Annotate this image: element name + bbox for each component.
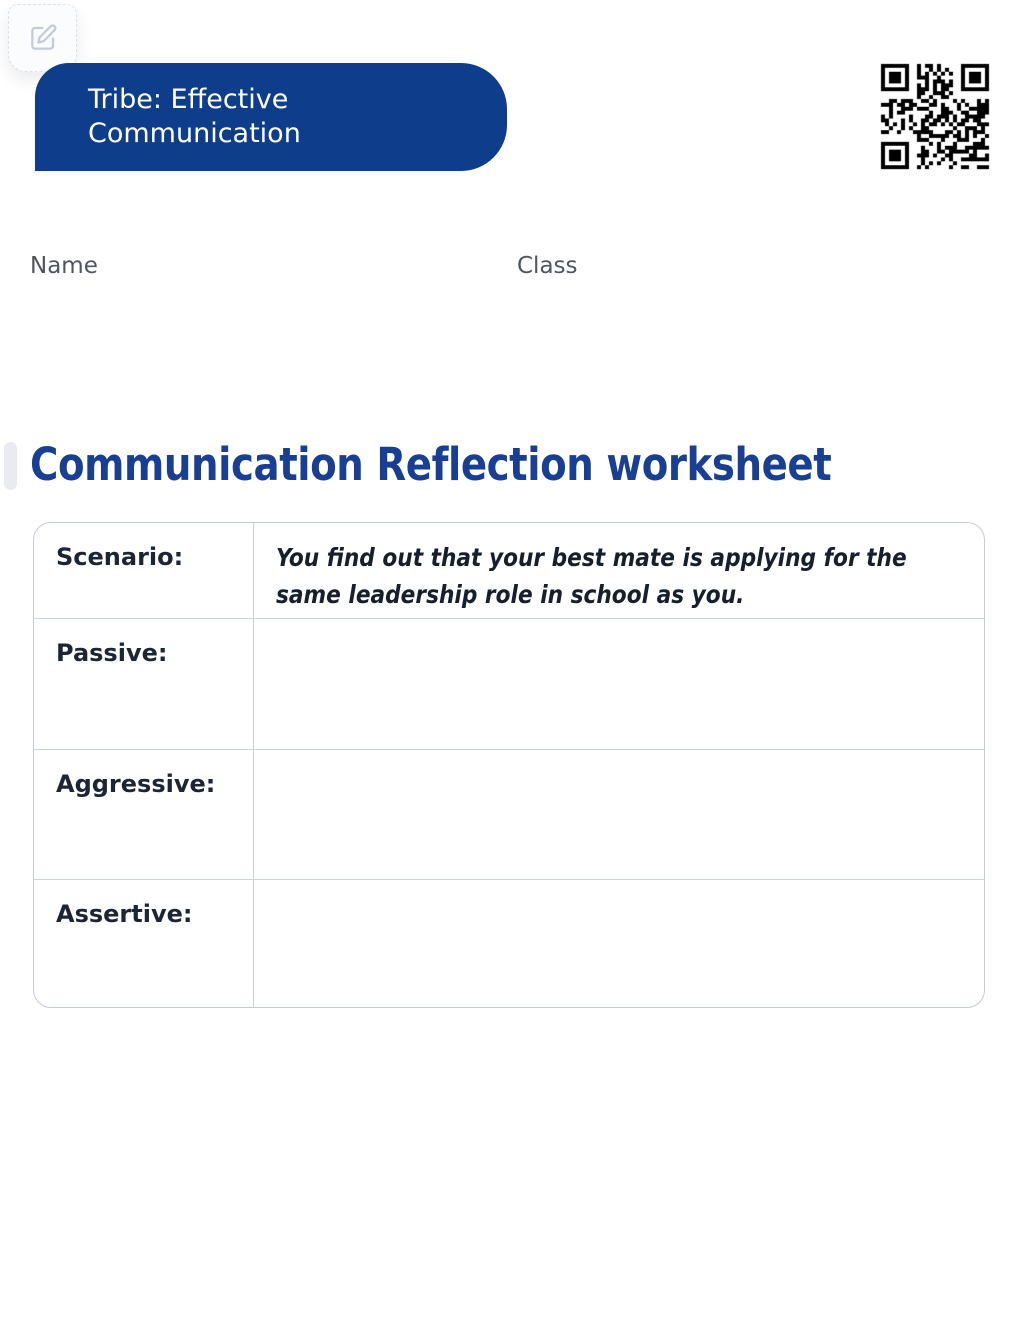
scenario-label: Scenario: xyxy=(34,523,254,618)
passive-answer-cell[interactable] xyxy=(254,618,984,749)
worksheet-title-banner xyxy=(35,63,507,171)
reflection-table xyxy=(33,522,985,1008)
assertive-answer-cell[interactable] xyxy=(254,879,984,1007)
qr-code xyxy=(877,60,993,173)
scenario-answer-cell xyxy=(254,523,984,618)
scenario-text: You find out that your best mate is applying for the same leadership role in school as you. xyxy=(276,543,907,609)
worksheet-title-text: Tribe: Effective Communication xyxy=(88,84,301,149)
edit-pencil-square-icon xyxy=(27,22,59,54)
class-label: Class xyxy=(517,253,578,279)
heading-accent-bar xyxy=(4,442,17,490)
name-label: Name xyxy=(30,253,98,279)
edit-card-button[interactable] xyxy=(8,4,77,72)
page-title: Communication Reflection worksheet xyxy=(30,438,832,491)
aggressive-label: Aggressive: xyxy=(34,749,254,879)
assertive-label: Assertive: xyxy=(34,879,254,1007)
aggressive-answer-cell[interactable] xyxy=(254,749,984,879)
passive-label: Passive: xyxy=(34,618,254,749)
